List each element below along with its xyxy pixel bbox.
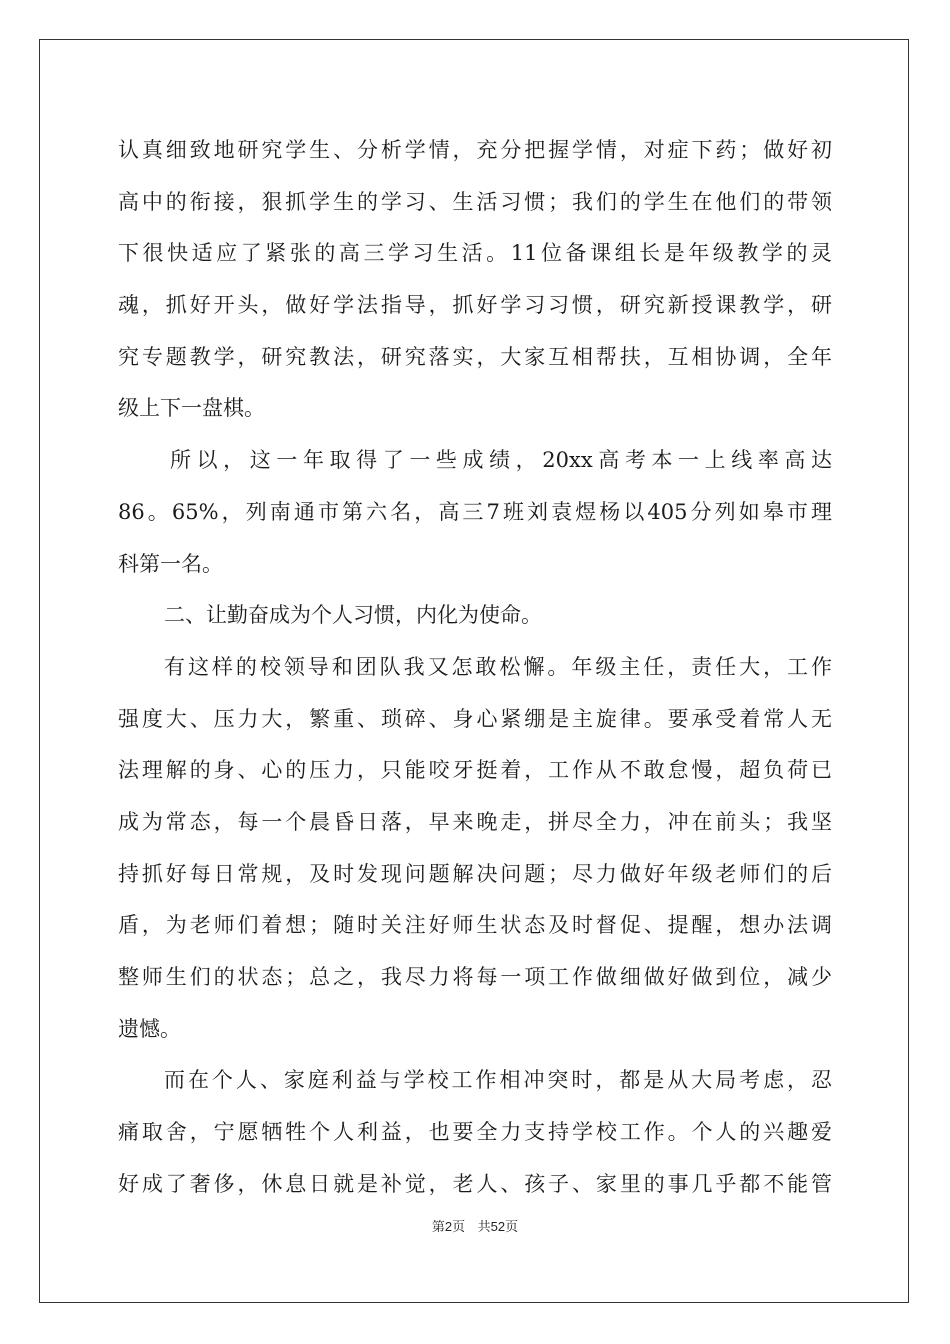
text-line: 好成了奢侈，休息日就是补觉，老人、孩子、家里的事几乎都不能管 — [118, 1171, 832, 1196]
text-line: 究专题教学，研究教法，研究落实，大家互相帮扶，互相协调，全年 — [118, 344, 832, 369]
section-heading: 二、让勤奋成为个人习惯，内化为使命。 — [164, 603, 542, 628]
text-line: 所以，这一年取得了一些成绩，20xx高考本一上线率高达 — [170, 448, 832, 473]
page-current: 2 — [444, 1219, 453, 1234]
text-line: 下很快适应了紧张的高三学习生活。11位备课组长是年级教学的灵 — [118, 241, 832, 266]
text-line: 高中的衔接，狠抓学生的学习、生活习惯；我们的学生在他们的带领 — [118, 189, 832, 214]
text-line: 痛取舍，宁愿牺牲个人利益，也要全力支持学校工作。个人的兴趣爱 — [118, 1120, 832, 1145]
text-line: 盾，为老师们着想；随时关注好师生状态及时督促、提醒，想办法调 — [118, 913, 832, 938]
text-line: 认真细致地研究学生、分析学情，充分把握学情，对症下药；做好初 — [118, 138, 832, 162]
page-suffix: 页 — [452, 1220, 466, 1235]
text-line: 持抓好每日常规，及时发现问题解决问题；尽力做好年级老师们的后 — [118, 861, 832, 886]
total-prefix: 共 — [477, 1220, 491, 1235]
text-line: 有这样的校领导和团队我又怎敢松懈。年级主任，责任大，工作 — [164, 654, 832, 679]
text-line: 级上下一盘棋。 — [118, 396, 265, 421]
text-line: 整师生们的状态；总之，我尽力将每一项工作做细做好做到位，减少 — [118, 965, 832, 989]
text-line: 强度大、压力大，繁重、琐碎、身心紧绷是主旋律。要承受着常人无 — [118, 706, 832, 731]
page-prefix: 第 — [431, 1220, 445, 1235]
text-line: 魂，抓好开头，做好学法指导，抓好学习习惯，研究新授课教学，研 — [118, 293, 832, 318]
document-body — [118, 125, 832, 1210]
total-suffix: 页 — [505, 1220, 519, 1235]
text-line: 而在个人、家庭利益与学校工作相冲突时，都是从大局考虑，忍 — [164, 1068, 832, 1093]
text-line: 法理解的身、心的压力，只能咬牙挺着，工作从不敢怠慢，超负荷已 — [118, 758, 832, 783]
text-line: 遗憾。 — [118, 1016, 181, 1041]
text-line: 86。65%，列南通市第六名，高三7班刘袁煜杨以405分列如皋市理 — [118, 499, 832, 524]
text-line: 成为常态，每一个晨昏日落，早来晚走，拼尽全力，冲在前头；我坚 — [118, 809, 832, 834]
page-footer — [0, 1216, 950, 1235]
text-line: 科第一名。 — [118, 551, 223, 576]
page-total: 52 — [490, 1219, 506, 1234]
